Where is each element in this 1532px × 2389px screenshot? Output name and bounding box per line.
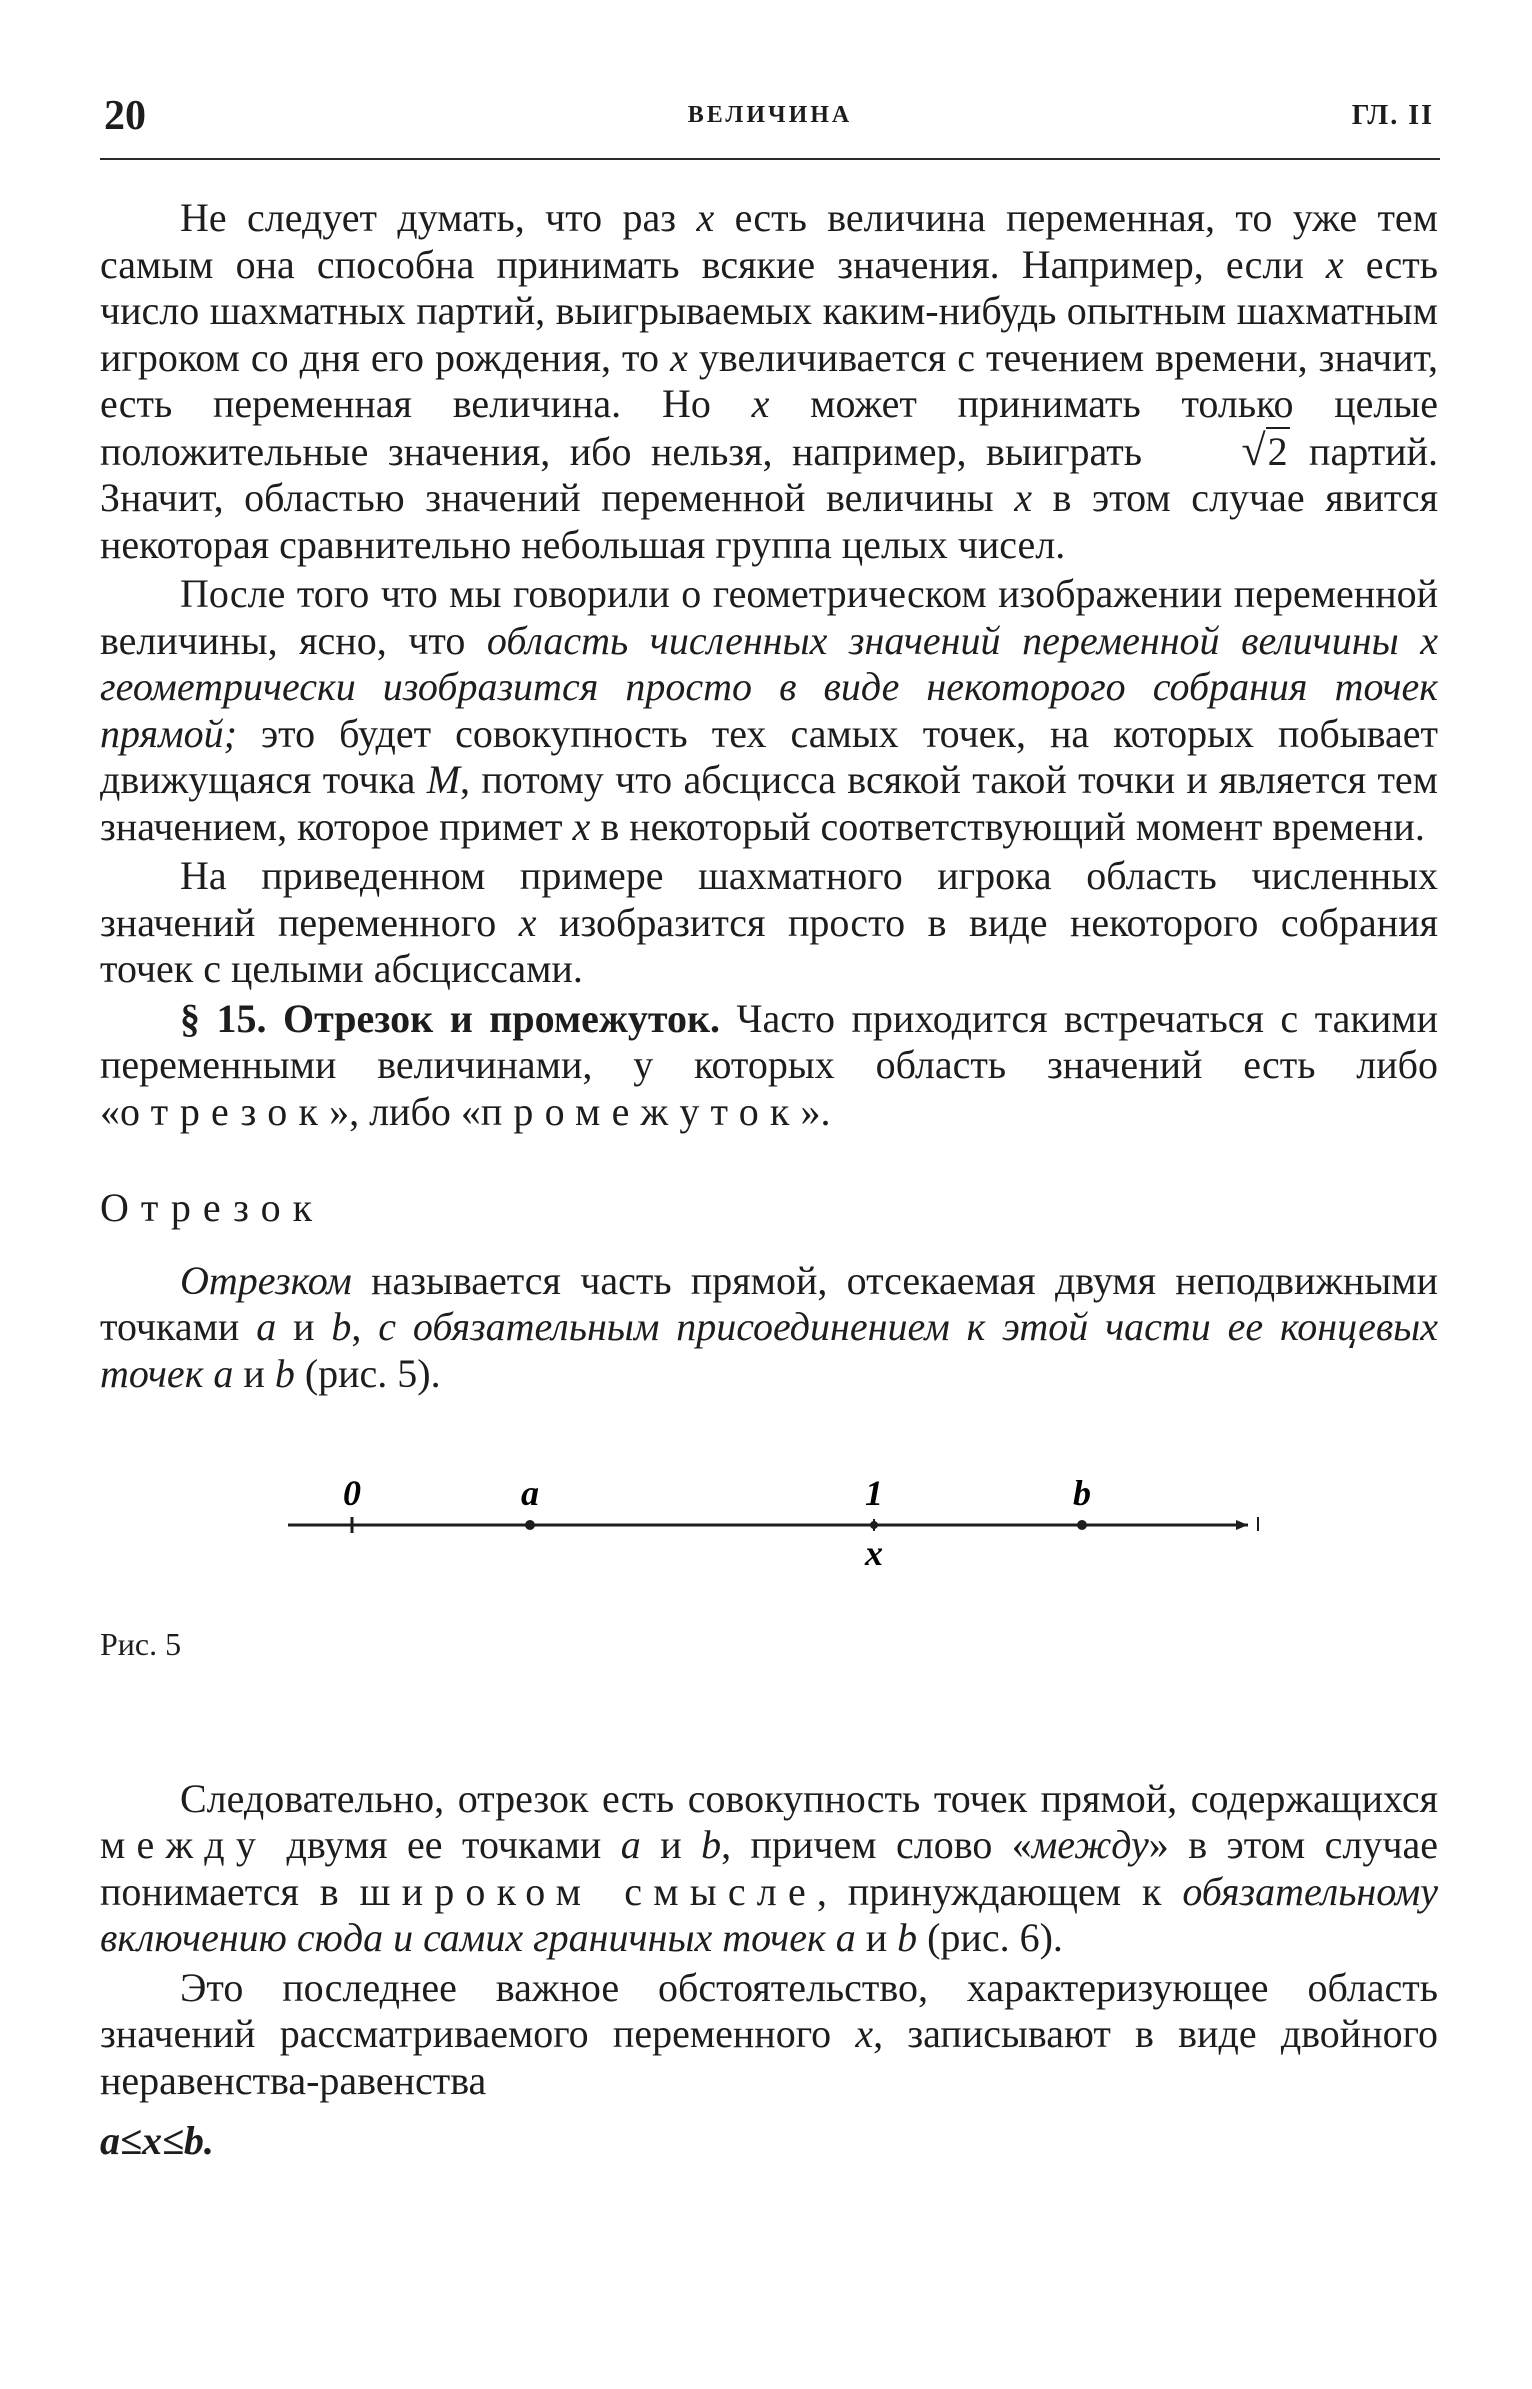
page-body [100,195,1438,2165]
inequality-formula: a≤x≤b. [100,2118,214,2163]
page-header [100,92,1440,154]
paragraph-3: На приведенном примере шахматного игрока область численных значений переменного x изобразится просто в виде некоторого собрания точек с целыми абсциссами. [100,853,1438,991]
figure-5 [100,1459,1438,1609]
page-number: 20 [104,93,146,139]
subheading: Отрезок [100,1185,325,1230]
label-b: b [1073,1473,1091,1513]
paragraph-4: § 15. Отрезок и промежуток. Часто приходится встречаться с такими переменными величинами, у которых область значений есть либо «отрезок», либо «промежуток». [100,995,1438,1134]
figure-caption: Рис. 5 [100,1626,182,1662]
running-title: ВЕЛИЧИНА [687,102,853,128]
paragraph-1: Не следует думать, что раз x есть величина переменная, то уже тем самым она способна принимать всякие значения. Например, если x есть число шахматных партий, выигрываемых каким-нибудь опытным шахматным игроком со дня его рождения, то x увеличивается с течением времени, значит, есть переменная величина. Но x может принимать только целые положительные значения, ибо нельзя, например, выиграть √2 партий. Значит, областью значений переменной величины x в этом случае явится некоторая сравнительно небольшая группа целых чисел. [100,195,1439,567]
label-a: a [521,1473,539,1513]
label-zero: 0 [343,1473,361,1513]
label-one: 1 [865,1473,883,1513]
paragraph-2: После того что мы говорили о геометрическом изображении переменной величины, ясно, что область численных значений переменной величины x геометрически изобразится просто в виде некоторого собрания точек прямой; это будет совокупность тех самых точек, на которых побывает движущаяся точка M, потому что абсцисса всякой такой точки и является тем значением, которое примет x в некоторый соответствующий момент времени. [100,571,1438,849]
arrow-head-icon [1236,1520,1248,1530]
chapter-label: ГЛ. II [1351,100,1434,131]
header-rule [100,158,1440,160]
point-a [525,1520,535,1530]
square-root: √2 [1241,425,1288,475]
number-line-diagram [100,1459,1438,1609]
section-heading: § 15. Отрезок и промежуток. [180,995,720,1041]
label-x: x [865,1533,883,1573]
paragraph-5: Отрезком называется часть прямой, отсекаемая двумя неподвижными точками a и b, с обязательным присоединением к этой части ее концевых точек a и b (рис. 5). [100,1257,1439,1396]
point-b [1077,1520,1087,1530]
paragraph-6: Следовательно, отрезок есть совокупность точек прямой, содержащихся между двумя ее точками a и b, причем слово «между» в этом случае понимается в широком смысле, принуждающем к обязательному включению сюда и самих граничных точек a и b (рис. 6). [100,1775,1438,1960]
paragraph-7: Это последнее важное обстоятельство, характеризующее область значений рассматриваемого переменного x, записывают в виде двойного неравенства-равенства [100,1964,1439,2103]
